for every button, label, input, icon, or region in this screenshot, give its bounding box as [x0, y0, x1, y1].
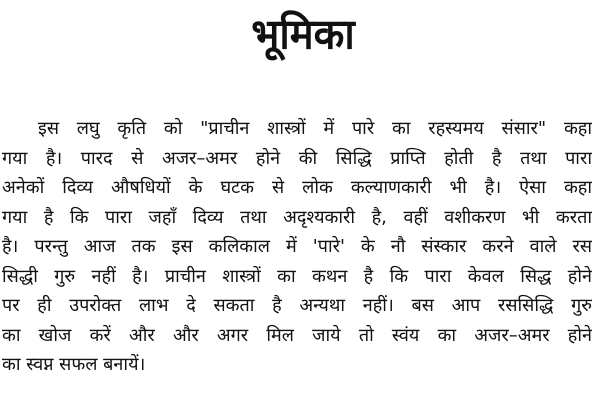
paragraph-line: इस लघु कृति को "प्राचीन शास्त्रों में पारे का रहस्यमय संसार" कहा: [38, 118, 592, 139]
paragraph-line: पर ही उपरोक्त लाभ दे सकता है अन्यथा नहीं। बस आप रससिद्धि गुरु: [2, 295, 592, 316]
paragraph-line: अनेकों दिव्य औषधियों के घटक से लोक कल्याणकारी भी है। ऐसा कहा: [2, 177, 592, 198]
paragraph-line: गया है कि पारा जहाँ दिव्य तथा अदृश्यकारी है, वहीं वशीकरण भी करता: [2, 206, 592, 228]
page-title: भूमिका: [251, 10, 355, 60]
paragraph-line: है। परन्तु आज तक इस कलिकाल में 'पारे' के नौ संस्कार करने वाले रस: [2, 236, 592, 257]
paragraph-line: सिद्धी गुरु नहीं है। प्राचीन शास्त्रों का कथन है कि पारा केवल सिद्ध होने: [2, 265, 592, 287]
body-paragraph: [2, 114, 592, 380]
paragraph-line: का खोज करें और और अगर मिल जाये तो स्वंय का अजर–अमर होने: [2, 324, 592, 346]
paragraph-line: गया है। पारद से अजर–अमर होने की सिद्धि प्राप्ति होती है तथा पारा: [2, 147, 592, 169]
paragraph-line: का स्वप्न सफल बनायें।: [2, 354, 146, 375]
